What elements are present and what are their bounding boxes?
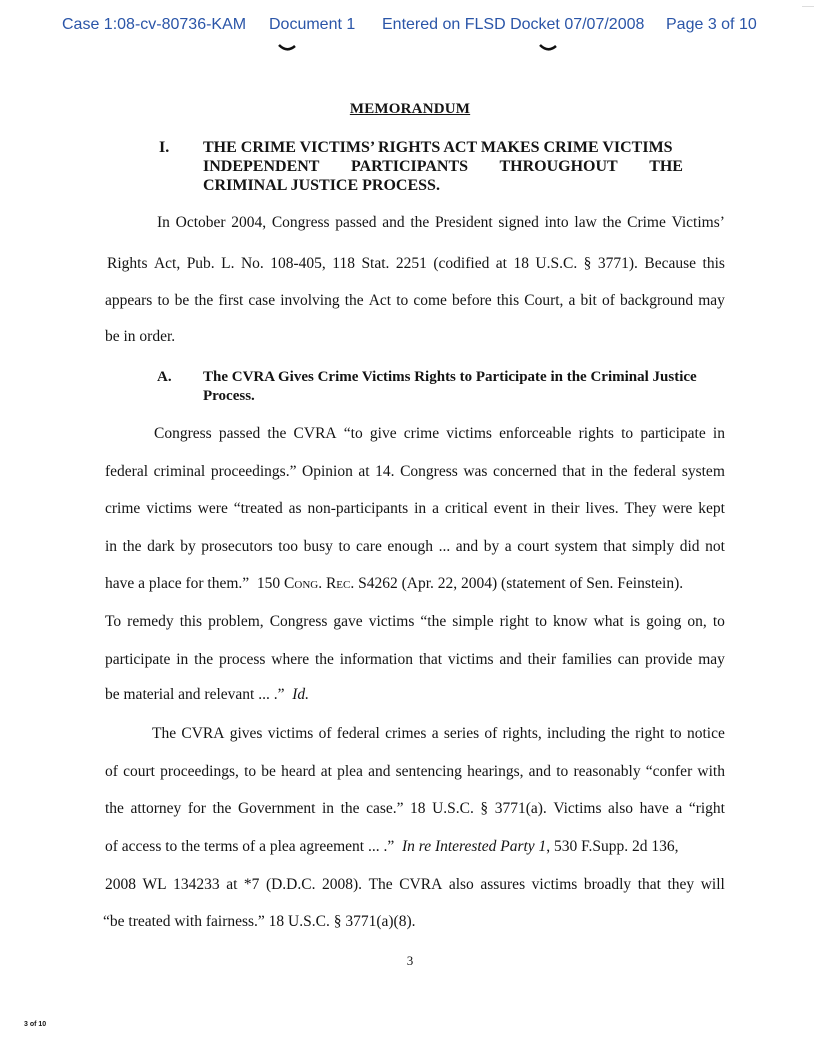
- word: busy: [303, 538, 333, 555]
- word: to: [621, 425, 634, 442]
- word: to: [534, 613, 547, 630]
- word: is: [629, 613, 641, 630]
- word: a: [675, 800, 683, 817]
- word: “the: [420, 613, 447, 630]
- word: right: [499, 613, 529, 630]
- word: 2008: [105, 876, 136, 893]
- word: in: [712, 425, 725, 442]
- word: system: [554, 538, 598, 555]
- word: background: [619, 292, 694, 309]
- word: to: [157, 292, 170, 309]
- word: assures: [480, 876, 526, 893]
- docket-entry: Entered on FLSD Docket 07/07/2008: [382, 16, 645, 33]
- word: not: [705, 538, 725, 555]
- word: that: [603, 538, 627, 555]
- word: 3771(a).: [494, 800, 547, 817]
- word: participate: [105, 651, 171, 668]
- word: victims: [531, 876, 578, 893]
- word: the: [410, 214, 430, 231]
- word: victims: [267, 725, 314, 742]
- word: in: [533, 500, 546, 517]
- word: will: [700, 876, 725, 893]
- word: victims: [146, 500, 192, 517]
- word: Congress: [400, 463, 458, 480]
- word: Stat.: [361, 255, 390, 272]
- word: in: [321, 800, 335, 817]
- para-b-line-2: [105, 763, 725, 785]
- para-a-line-1: [154, 425, 725, 447]
- word: simple: [452, 613, 494, 630]
- page-number: 3: [406, 953, 414, 968]
- word: victims: [446, 425, 492, 442]
- word: Congress: [154, 425, 212, 442]
- subsection-heading: The CVRA Gives Crime Victims Rights to Participate in the Criminal Justice Process.: [203, 369, 697, 404]
- word: 2004,: [231, 214, 267, 231]
- word: bit: [580, 292, 597, 309]
- para-a-line-5-text: have a place for them.” 150: [105, 575, 285, 592]
- word: they: [667, 876, 695, 893]
- intro-line-2: [107, 255, 725, 277]
- word: in: [414, 500, 427, 517]
- heading-word: THROUGHOUT: [499, 158, 618, 175]
- word: In: [157, 214, 170, 231]
- word: process: [218, 651, 266, 668]
- word: the: [194, 651, 214, 668]
- word: court: [123, 763, 155, 780]
- page-count: Page 3 of 10: [666, 16, 757, 33]
- para-b-line-1: [152, 725, 725, 747]
- word: dark: [147, 538, 175, 555]
- word: court: [517, 538, 550, 555]
- word: (codified: [433, 255, 490, 272]
- word: rights,: [502, 725, 542, 742]
- word: WL: [142, 876, 167, 893]
- word: at: [226, 876, 238, 893]
- word: 118: [332, 255, 355, 272]
- word: a: [504, 538, 512, 555]
- word: give: [369, 425, 397, 442]
- word: system: [681, 463, 725, 480]
- word: federal: [105, 463, 149, 480]
- para-a-line-7: [105, 651, 725, 673]
- word: can: [617, 651, 640, 668]
- word: Victims’: [671, 214, 725, 231]
- word: what: [593, 613, 624, 630]
- word: including: [547, 725, 606, 742]
- word: 18: [513, 255, 529, 272]
- word: families: [561, 651, 612, 668]
- subsection-letter: A.: [157, 369, 172, 385]
- heading-word: THE: [649, 158, 683, 175]
- word: kept: [698, 500, 725, 517]
- word: victims: [368, 613, 415, 630]
- word: into: [544, 214, 569, 231]
- word: series: [443, 725, 480, 742]
- word: information: [339, 651, 413, 668]
- word: federal: [633, 463, 677, 480]
- word: Congress: [271, 214, 330, 231]
- word: as: [288, 500, 302, 517]
- word: The: [152, 725, 177, 742]
- word: in: [591, 463, 604, 480]
- word: crime: [105, 500, 141, 517]
- word: of: [484, 725, 498, 742]
- word: first: [218, 292, 244, 309]
- para-b-line-4-reporter: , 530 F.Supp. 2d 136,: [546, 838, 679, 855]
- word: October: [175, 214, 226, 231]
- word: CVRA: [399, 876, 443, 893]
- word: law: [574, 214, 597, 231]
- intro-line-4: be in order.: [105, 328, 176, 345]
- word: reasonably: [573, 763, 641, 780]
- word: the: [122, 538, 142, 555]
- word: going: [646, 613, 682, 630]
- word: by: [483, 538, 500, 555]
- para-a-line-8-text: be material and relevant ... .”: [105, 686, 293, 703]
- word: criminal: [153, 463, 206, 480]
- word: that: [418, 651, 443, 668]
- word: To: [105, 613, 122, 630]
- word: at: [320, 763, 332, 780]
- word: were: [662, 500, 693, 517]
- word: President: [435, 214, 493, 231]
- word: “confer: [645, 763, 693, 780]
- word: passed: [335, 214, 377, 231]
- word: CVRA: [181, 725, 225, 742]
- word: were: [197, 500, 228, 517]
- word: federal: [336, 725, 380, 742]
- word: was: [463, 463, 488, 480]
- word: of: [318, 725, 332, 742]
- word: remedy: [127, 613, 174, 630]
- word: sentencing: [395, 763, 462, 780]
- word: to: [556, 763, 569, 780]
- word: may: [698, 651, 725, 668]
- word: and: [368, 763, 391, 780]
- para-b-line-4-text: of access to the terms of a plea agreement ... .”: [105, 838, 402, 855]
- word: rights: [578, 425, 614, 442]
- docket-header: [62, 16, 762, 38]
- word: non-participants: [307, 500, 409, 517]
- record-abbrev: Rec.: [325, 575, 355, 592]
- scan-mark-right: [539, 44, 557, 52]
- case-number: Case 1:08-cv-80736-KAM: [62, 16, 247, 33]
- word: for: [187, 800, 206, 817]
- word: *7: [243, 876, 260, 893]
- word: a: [431, 725, 439, 742]
- word: gives: [229, 725, 263, 742]
- word: prosecutors: [201, 538, 273, 555]
- word: that: [562, 463, 586, 480]
- word: of: [105, 763, 118, 780]
- word: critical: [444, 500, 488, 517]
- word: “right: [688, 800, 725, 817]
- word: Victims: [553, 800, 602, 817]
- word: to: [338, 538, 351, 555]
- word: U.S.C.: [432, 800, 474, 817]
- word: the: [267, 425, 287, 442]
- section-number: I.: [159, 139, 170, 156]
- scan-mark-left: [278, 44, 296, 52]
- word: plea: [337, 763, 363, 780]
- word: at: [358, 463, 370, 480]
- footer-page-label: 3 of 10: [24, 1021, 47, 1028]
- word: the: [340, 800, 360, 817]
- word: the: [105, 800, 124, 817]
- word: gave: [333, 613, 363, 630]
- section-heading-line-3: CRIMINAL JUSTICE PROCESS.: [203, 177, 440, 194]
- corner-mark: [802, 6, 814, 7]
- word: their: [527, 651, 557, 668]
- word: concerned: [493, 463, 557, 480]
- word: and: [499, 651, 522, 668]
- word: §: [583, 255, 592, 272]
- word: broadly: [583, 876, 632, 893]
- para-a-line-8: [105, 686, 727, 708]
- word: before: [452, 292, 492, 309]
- word: heard: [281, 763, 316, 780]
- word: provide: [645, 651, 693, 668]
- word: Congress: [269, 613, 328, 630]
- word: signed: [498, 214, 539, 231]
- para-b-line-6: “be treated with fairness.” 18 U.S.C. § 3771(a)(8).: [103, 913, 416, 930]
- word: No.: [240, 255, 264, 272]
- word: to: [712, 613, 725, 630]
- word: did: [679, 538, 700, 555]
- word: hearings,: [467, 763, 524, 780]
- word: 108-405,: [270, 255, 326, 272]
- para-a-line-3: [105, 500, 725, 522]
- word: attorney: [130, 800, 182, 817]
- word: proceedings.”: [210, 463, 297, 480]
- word: notice: [686, 725, 725, 742]
- word: the: [602, 214, 622, 231]
- para-b-line-3: [105, 800, 725, 822]
- word: 18: [410, 800, 426, 817]
- word: §: [480, 800, 489, 817]
- word: to: [669, 725, 682, 742]
- word: this: [179, 613, 203, 630]
- para-a-line-6: [105, 613, 725, 635]
- section-heading-line-2: [203, 158, 683, 176]
- word: appears: [105, 292, 153, 309]
- word: crime: [403, 425, 440, 442]
- word: Opinion: [302, 463, 353, 480]
- para-a-line-2: [105, 463, 725, 485]
- word: be: [174, 292, 190, 309]
- word: passed: [218, 425, 261, 442]
- word: (D.D.C.: [265, 876, 316, 893]
- word: “treated: [233, 500, 283, 517]
- heading-word: INDEPENDENT: [203, 158, 320, 175]
- word: to: [244, 763, 257, 780]
- word: Pub.: [186, 255, 215, 272]
- word: know: [553, 613, 588, 630]
- word: come: [413, 292, 447, 309]
- para-b-line-4: [105, 838, 727, 860]
- word: their: [551, 500, 580, 517]
- word: Crime: [627, 214, 666, 231]
- word: where: [271, 651, 310, 668]
- word: a: [432, 500, 439, 517]
- word: participate: [640, 425, 706, 442]
- word: the: [344, 292, 364, 309]
- word: and: [455, 538, 479, 555]
- word: involving: [280, 292, 340, 309]
- word: of: [601, 292, 615, 309]
- word: the: [608, 463, 628, 480]
- document-number: Document 1: [269, 16, 356, 33]
- word: event: [493, 500, 528, 517]
- word: Because: [644, 255, 697, 272]
- word: victims: [447, 651, 494, 668]
- para-a-line-5: [105, 575, 727, 597]
- word: this: [702, 255, 725, 272]
- congressional-record-abbrev: Cong.: [284, 575, 323, 592]
- word: at: [495, 255, 507, 272]
- word: this: [496, 292, 520, 309]
- word: The: [368, 876, 393, 893]
- word: L.: [221, 255, 235, 272]
- word: problem,: [208, 613, 264, 630]
- word: a: [568, 292, 576, 309]
- word: also: [448, 876, 474, 893]
- heading-word: PARTICIPANTS: [350, 158, 469, 175]
- word: in: [105, 538, 118, 555]
- intro-line-3: [105, 292, 725, 314]
- word: with: [697, 763, 725, 780]
- word: simply: [632, 538, 675, 555]
- word: on,: [687, 613, 707, 630]
- para-a-line-5-citation: S4262 (Apr. 22, 2004) (statement of Sen. Feinstein).: [354, 575, 684, 592]
- word: and: [382, 214, 405, 231]
- word: proceedings,: [160, 763, 239, 780]
- word: to: [396, 292, 409, 309]
- word: Government: [237, 800, 316, 817]
- word: also: [608, 800, 634, 817]
- word: case.”: [366, 800, 404, 817]
- word: case: [248, 292, 276, 309]
- word: enough: [387, 538, 434, 555]
- word: Rights: [107, 255, 148, 272]
- word: U.S.C.: [535, 255, 578, 272]
- word: 134233: [173, 876, 220, 893]
- word: Act,: [153, 255, 181, 272]
- word: by: [180, 538, 196, 555]
- para-b-line-5: [105, 876, 725, 898]
- para-a-line-4: [105, 538, 725, 560]
- word: ...: [438, 538, 451, 555]
- word: the: [194, 292, 214, 309]
- word: CVRA: [293, 425, 337, 442]
- word: that: [637, 876, 661, 893]
- id-citation: Id.: [292, 686, 310, 703]
- word: the: [315, 651, 334, 668]
- word: the: [610, 725, 630, 742]
- word: lives.: [585, 500, 619, 517]
- intro-line-1: [157, 214, 725, 236]
- word: 3771).: [597, 255, 638, 272]
- word: enforceable: [499, 425, 572, 442]
- case-citation: In re Interested Party 1: [401, 838, 547, 855]
- word: and: [528, 763, 552, 780]
- word: Court,: [524, 292, 564, 309]
- word: be: [261, 763, 276, 780]
- word: “to: [343, 425, 363, 442]
- word: in: [176, 651, 189, 668]
- word: have: [639, 800, 669, 817]
- word: 14.: [375, 463, 395, 480]
- word: Act: [368, 292, 392, 309]
- word: 2008).: [322, 876, 363, 893]
- word: care: [356, 538, 382, 555]
- word: They: [624, 500, 657, 517]
- word: 2251: [395, 255, 427, 272]
- word: too: [278, 538, 299, 555]
- word: crimes: [385, 725, 427, 742]
- section-heading-line-1: THE CRIME VICTIMS’ RIGHTS ACT MAKES CRIME VICTIMS: [203, 139, 673, 156]
- memorandum-title: MEMORANDUM: [349, 101, 471, 117]
- word: right: [635, 725, 665, 742]
- word: may: [698, 292, 725, 309]
- word: the: [212, 800, 232, 817]
